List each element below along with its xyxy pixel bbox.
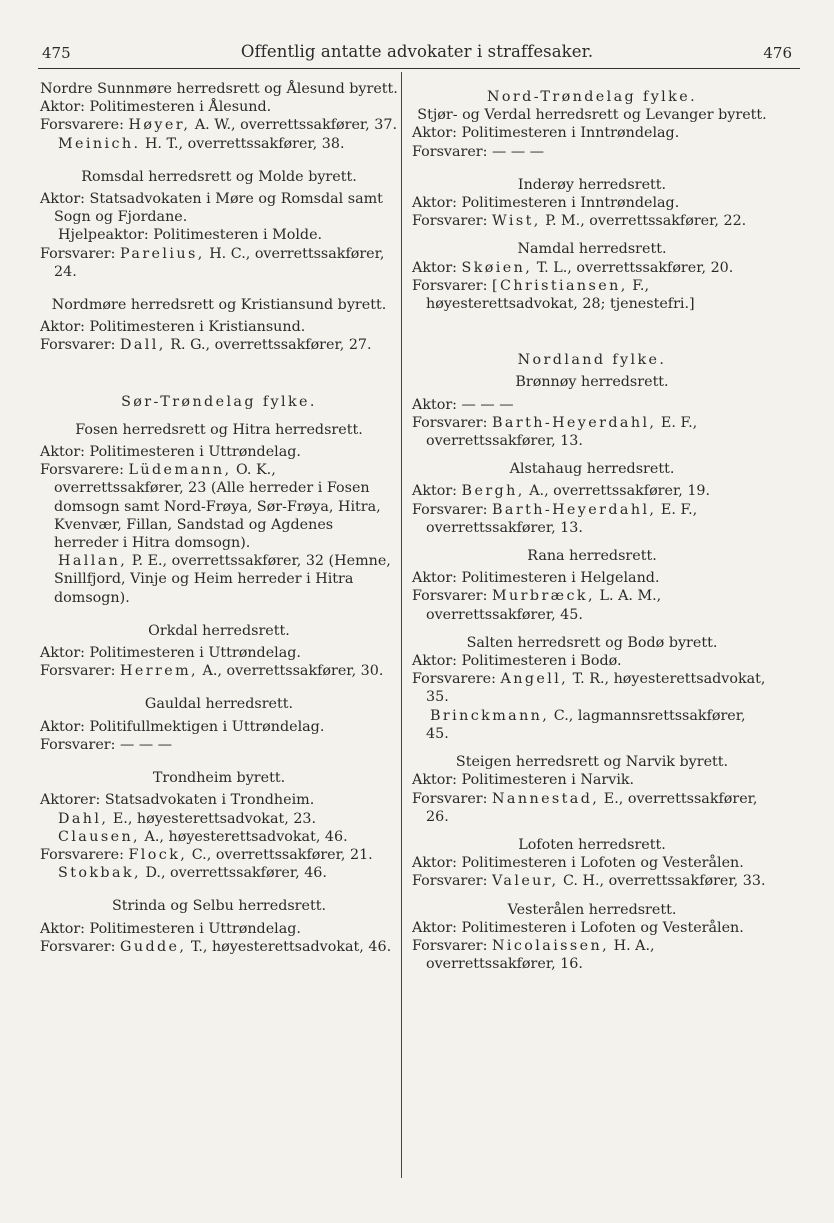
defender-label: Forsvarer: xyxy=(412,414,488,431)
court-heading: Rana herredsrett. xyxy=(527,548,657,565)
lawyer-details: E., overrettssakfører, 26. xyxy=(426,790,758,825)
defender-line xyxy=(412,277,772,313)
aktor-line: Aktor: Politifullmektigen i Uttrøndelag. xyxy=(40,718,325,735)
court-heading: Stjør- og Verdal herredsrett og Levanger byrett. xyxy=(417,107,767,124)
court-heading: Strinda og Selbu herredsrett. xyxy=(111,898,327,915)
aktor-line: Aktor: Politimesteren i Uttrøndelag. xyxy=(40,444,301,461)
defender-line xyxy=(40,662,398,680)
page-number-left: 475 xyxy=(42,44,71,62)
aktor-line: Aktor: Politimesteren i Kristiansund. xyxy=(40,319,306,336)
defender-label: Forsvarere: xyxy=(40,846,124,863)
lawyer-details: C. H., overrettssakfører, 33. xyxy=(562,873,766,890)
court-heading: Orkdal herredsrett. xyxy=(148,622,290,639)
lawyer-name: Murbræck, xyxy=(492,588,595,605)
lawyer-name: Gudde, xyxy=(120,938,187,955)
court-heading: Trondheim byrett. xyxy=(152,770,286,787)
lawyer-details: C., overrettssakfører, 21. xyxy=(191,846,373,863)
lawyer-name: Valeur, xyxy=(492,873,559,890)
court-heading: Inderøy herredsrett. xyxy=(517,176,667,193)
defender-line xyxy=(40,864,398,882)
lawyer-name: Barth-Heyerdahl, xyxy=(492,414,657,431)
defender-line xyxy=(40,846,398,864)
aktor-line xyxy=(40,810,398,828)
county-heading: Nord-Trøndelag fylke. xyxy=(486,89,698,105)
left-column xyxy=(40,80,398,956)
court-heading: Vesterålen herredsrett. xyxy=(507,901,677,918)
defender-line: Forsvarer: — — — xyxy=(412,143,544,160)
court-heading: Brønnøy herredsrett. xyxy=(515,374,669,391)
defender-label: Forsvarer: xyxy=(40,245,116,262)
county-heading: Sør-Trøndelag fylke. xyxy=(121,393,317,410)
aktor-line: Aktor: Politimesteren i Narvik. xyxy=(412,772,635,789)
aktor-label: Aktor: xyxy=(412,259,457,276)
lawyer-details: A., overrettssakfører, 19. xyxy=(529,483,711,500)
lawyer-name: Clausen, xyxy=(58,828,140,845)
lawyer-details: A. W., overrettssakfører, 37. xyxy=(194,117,398,134)
aktor-line: Aktor: Politimesteren i Uttrøndelag. xyxy=(40,645,301,662)
right-column xyxy=(412,80,772,973)
county-heading: Nordland fylke. xyxy=(517,352,667,369)
defender-line xyxy=(40,552,398,607)
court-heading: Alstahaug herredsrett. xyxy=(509,461,675,478)
defender-label: Forsvarer: xyxy=(412,213,488,230)
defender-line xyxy=(412,872,772,890)
defender-label: Forsvarere: xyxy=(40,462,124,479)
lawyer-name: Hallan, xyxy=(58,553,128,570)
court-heading: Steigen herredsrett og Narvik byrett. xyxy=(455,754,729,771)
defender-label: Forsvarere: xyxy=(412,671,496,688)
defender-line xyxy=(40,336,398,354)
lawyer-details: H. C., overrettssakfører, 24. xyxy=(54,245,385,280)
court-heading: Namdal herredsrett. xyxy=(517,241,667,258)
lawyer-name: Lüdemann, xyxy=(128,462,232,479)
court-heading: Fosen herredsrett og Hitra herredsrett. xyxy=(75,421,363,438)
defender-line xyxy=(40,135,398,153)
court-heading: Salten herredsrett og Bodø byrett. xyxy=(466,634,718,651)
court-heading: Romsdal herredsrett og Molde byrett. xyxy=(81,168,357,185)
defender-label: Forsvarer: xyxy=(40,938,116,955)
lawyer-details: E. F., overrettssakfører, 13. xyxy=(426,414,698,450)
lawyer-name: Stokbak, xyxy=(58,865,141,882)
lawyer-name: Brinckmann, xyxy=(430,707,550,724)
lawyer-details: D., overrettssakfører, 46. xyxy=(145,865,327,882)
defender-line xyxy=(412,790,772,826)
defender-line xyxy=(412,501,772,537)
lawyer-name: Dahl, xyxy=(58,810,109,827)
lawyer-details: T. R., høyesterettsadvokat, 35. xyxy=(426,671,766,706)
defender-label: Forsvarer: xyxy=(412,277,488,294)
lawyer-name: Barth-Heyerdahl, xyxy=(492,501,657,518)
aktor-line: Aktor: Politimesteren i Inntrøndelag. xyxy=(412,195,680,212)
defender-label: Forsvarer: xyxy=(412,790,488,807)
lawyer-name: Dall, xyxy=(120,337,166,354)
column-divider xyxy=(401,72,402,1178)
lawyer-name: Parelius, xyxy=(120,245,205,262)
defender-line: Forsvarer: — — — xyxy=(40,736,172,753)
page-title: Offentlig antatte advokater i straffesaker. xyxy=(240,42,594,61)
lawyer-details: T., høyesterettsadvokat, 46. xyxy=(190,938,392,955)
lawyer-name: Nannestad, xyxy=(492,790,600,807)
lawyer-details: E. F., overrettssakfører, 13. xyxy=(426,501,698,536)
assistant-aktor-line: Hjelpeaktor: Politimesteren i Molde. xyxy=(58,227,323,244)
defender-line xyxy=(40,245,398,281)
lawyer-name: Angell, xyxy=(500,671,569,688)
defender-line xyxy=(40,461,398,552)
defender-line xyxy=(412,587,772,623)
aktor-line: Aktor: Politimesteren i Helgeland. xyxy=(412,570,660,587)
lawyer-details: C., lagmannsrettssakfører, 45. xyxy=(426,707,746,742)
lawyer-details: A., overrettssakfører, 30. xyxy=(202,663,384,680)
lawyer-details: P. M., overrettssakfører, 22. xyxy=(545,213,747,230)
aktor-line: Aktor: Politimesteren i Inntrøndelag. xyxy=(412,125,680,142)
defender-label: Forsvarer: xyxy=(40,663,116,680)
lawyer-details: T. L., overrettssakfører, 20. xyxy=(536,259,734,276)
lawyer-name: [Christiansen, xyxy=(492,277,628,294)
court-heading: Nordmøre herredsrett og Kristiansund byrett. xyxy=(51,297,387,314)
lawyer-name: Herrem, xyxy=(120,663,198,680)
lawyer-details: O. K., overrettssakfører, 23 (Alle herreder i Fosen domsogn samt Nord-Frøya, Sør-Frøya, Hitra, Kvenvær, Fillan, Sandstad og Agdenes herreder i Hitra domsogn). xyxy=(54,462,381,552)
lawyer-details: H. T., overrettssakfører, 38. xyxy=(144,135,345,152)
lawyer-details: A., høyesterettsadvokat, 46. xyxy=(144,828,348,845)
lawyer-name: Høyer, xyxy=(128,117,191,134)
aktor-line: Aktor: Politimesteren i Lofoten og Vesterålen. xyxy=(412,855,744,872)
header-rule xyxy=(38,68,800,69)
lawyer-name: Bergh, xyxy=(461,483,525,500)
aktor-line xyxy=(412,482,772,500)
court-heading: Gauldal herredsrett. xyxy=(144,696,294,713)
aktor-line xyxy=(40,828,398,846)
aktor-line: Aktor: — — — xyxy=(412,396,514,413)
lawyer-details: R. G., overrettssakfører, 27. xyxy=(170,337,372,354)
defender-line xyxy=(412,937,772,973)
defender-label: Forsvarer: xyxy=(412,588,488,605)
page-number-right: 476 xyxy=(763,44,792,62)
aktor-line: Aktor: Statsadvokaten i Møre og Romsdal samt Sogn og Fjordane. xyxy=(40,191,383,226)
lawyer-details: H. A., overrettssakfører, 16. xyxy=(426,937,655,973)
aktor-line: Aktor: Politimesteren i Ålesund. xyxy=(40,99,272,116)
defender-line xyxy=(40,938,398,956)
aktor-label: Aktor: xyxy=(412,483,457,500)
defender-line xyxy=(412,707,772,743)
lawyer-details: E., høyesterettsadvokat, 23. xyxy=(112,810,317,827)
defender-line xyxy=(412,414,772,450)
lawyer-name: Wist, xyxy=(492,213,541,230)
defender-line xyxy=(412,670,772,706)
aktor-line xyxy=(412,259,772,277)
defender-label: Forsvarer: xyxy=(412,873,488,890)
court-heading: Lofoten herredsrett. xyxy=(518,836,666,853)
defender-line xyxy=(40,116,398,134)
lawyer-name: Flock, xyxy=(128,846,188,863)
defender-label: Forsvarer: xyxy=(40,337,116,354)
defender-label: Forsvarer: xyxy=(412,501,488,518)
defender-label: Forsvarere: xyxy=(40,117,124,134)
page-header xyxy=(0,40,834,66)
defender-label: Forsvarer: xyxy=(412,937,488,954)
defender-line xyxy=(412,212,772,230)
aktor-line: Aktor: Politimesteren i Lofoten og Vesterålen. xyxy=(412,919,744,936)
aktor-line: Aktorer: Statsadvokaten i Trondheim. xyxy=(40,792,315,809)
aktor-line: Aktor: Politimesteren i Uttrøndelag. xyxy=(40,920,301,937)
aktor-line: Aktor: Politimesteren i Bodø. xyxy=(412,653,622,670)
lawyer-name: Nicolaissen, xyxy=(492,937,610,954)
lawyer-name: Skøien, xyxy=(461,259,533,276)
lawyer-details: F., høyesterettsadvokat, 28; tjenestefri.] xyxy=(426,277,695,313)
lawyer-details: L. A. M., overrettssakfører, 45. xyxy=(426,588,662,623)
court-heading: Nordre Sunnmøre herredsrett og Ålesund byrett. xyxy=(40,81,398,97)
lawyer-details: P. E., overrettssakfører, 32 (Hemne, Snillfjord, Vinje og Heim herreder i Hitra domsogn). xyxy=(54,553,391,606)
lawyer-name: Meinich. xyxy=(58,135,141,152)
